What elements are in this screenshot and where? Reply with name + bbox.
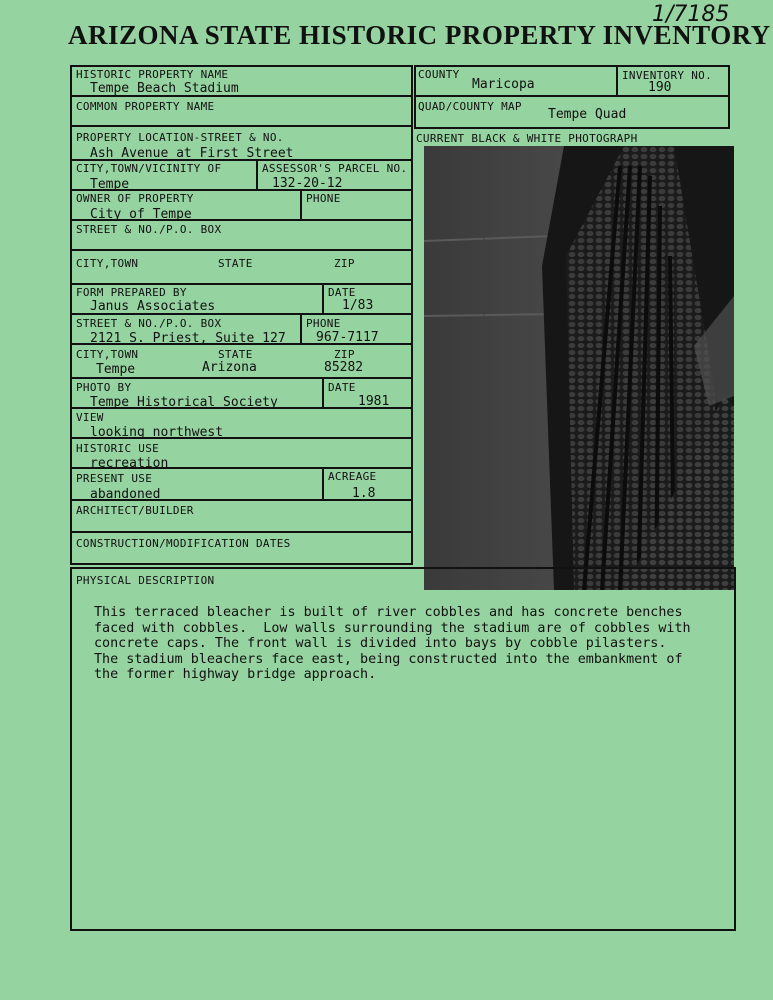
acreage-value: 1.8 [352, 486, 376, 501]
prepared-by-box [70, 283, 324, 315]
acreage-box [322, 467, 413, 501]
quad-label: QUAD/COUNTY MAP [418, 100, 522, 113]
owner-city-box [70, 249, 413, 285]
photo-date-value: 1981 [358, 394, 390, 409]
prep-phone-box [300, 313, 413, 345]
prepared-date-label: DATE [328, 286, 356, 299]
inventory-no-value: 190 [648, 80, 672, 95]
common-name-box [70, 95, 413, 127]
prep-city-label: CITY,TOWN [76, 348, 139, 361]
present-use-box [70, 467, 324, 501]
prepared-date-value: 1/83 [342, 298, 374, 313]
owner-phone-label: PHONE [306, 192, 341, 205]
prep-phone-label: PHONE [306, 317, 341, 330]
inventory-no-box [616, 65, 730, 97]
location-value: Ash Avenue at First Street [90, 146, 294, 161]
owner-phone-box [300, 189, 413, 221]
historic-name-value: Tempe Beach Stadium [90, 81, 239, 96]
stadium-photograph [424, 146, 734, 590]
quad-box [414, 95, 730, 129]
owner-city-label: CITY,TOWN [76, 257, 139, 270]
prep-city-box [70, 343, 413, 379]
prep-phone-value: 967-7117 [316, 330, 379, 345]
prep-street-box [70, 313, 302, 345]
photo-by-value: Tempe Historical Society [90, 395, 278, 410]
view-value: looking northwest [90, 425, 224, 440]
present-use-value: abandoned [90, 487, 161, 502]
photo-date-box [322, 377, 413, 409]
physical-description-text: This terraced bleacher is built of river cobbles and has concrete benches faced with cobbles. Low walls surrounding the stadium are of cobbles with concrete caps. The front wall is divided into bays by cobble pilasters. The stadium bleachers face east, being constructed into the embankment of the former highway bridge approach. [94, 605, 691, 682]
construction-label: CONSTRUCTION/MODIFICATION DATES [76, 537, 291, 550]
owner-state-label: STATE [218, 257, 253, 270]
owner-street-box [70, 219, 413, 251]
owner-label: OWNER OF PROPERTY [76, 192, 194, 205]
stadium-photo-image [424, 146, 734, 590]
prepared-by-label: FORM PREPARED BY [76, 286, 187, 299]
location-label: PROPERTY LOCATION-STREET & NO. [76, 131, 284, 144]
photo-date-label: DATE [328, 381, 356, 394]
historic-use-label: HISTORIC USE [76, 442, 160, 455]
prepared-date-box [322, 283, 413, 315]
photo-section-label: CURRENT BLACK & WHITE PHOTOGRAPH [416, 132, 638, 145]
architect-label: ARCHITECT/BUILDER [76, 504, 194, 517]
historic-use-box [70, 437, 413, 469]
owner-street-label: STREET & NO./P.O. BOX [76, 223, 222, 236]
prep-state-label: STATE [218, 348, 253, 361]
prep-street-value: 2121 S. Priest, Suite 127 [90, 331, 286, 346]
owner-zip-label: ZIP [334, 257, 355, 270]
view-label: VIEW [76, 411, 104, 424]
county-label: COUNTY [418, 68, 460, 81]
prep-state-value: Arizona [202, 360, 257, 375]
historic-name-box [70, 65, 413, 97]
construction-box [70, 531, 413, 565]
photo-by-box [70, 377, 324, 409]
owner-box [70, 189, 302, 221]
prep-zip-label: ZIP [334, 348, 355, 361]
inventory-no-label: INVENTORY NO. [622, 69, 712, 82]
owner-value: City of Tempe [90, 207, 192, 222]
photo-by-label: PHOTO BY [76, 381, 132, 394]
city-vicinity-box [70, 159, 258, 191]
prep-city-value: Tempe [96, 362, 136, 377]
county-value: Maricopa [472, 77, 535, 92]
prep-zip-value: 85282 [324, 360, 364, 375]
historic-use-value: recreation [90, 456, 169, 471]
parcel-box [256, 159, 413, 191]
city-vicinity-value: Tempe [90, 177, 130, 192]
city-vicinity-label: CITY,TOWN/VICINITY OF [76, 162, 222, 175]
historic-name-label: HISTORIC PROPERTY NAME [76, 68, 229, 81]
view-box [70, 407, 413, 439]
physical-description-label: PHYSICAL DESCRIPTION [76, 574, 215, 587]
present-use-label: PRESENT USE [76, 472, 153, 485]
prepared-by-value: Janus Associates [90, 299, 216, 314]
architect-box [70, 499, 413, 533]
location-box [70, 125, 413, 161]
acreage-label: ACREAGE [328, 470, 377, 483]
common-name-label: COMMON PROPERTY NAME [76, 100, 215, 113]
prep-street-label: STREET & NO./P.O. BOX [76, 317, 222, 330]
quad-value: Tempe Quad [548, 107, 627, 122]
parcel-value: 132-20-12 [272, 176, 343, 191]
parcel-label: ASSESSOR'S PARCEL NO. [262, 162, 408, 175]
county-box [414, 65, 618, 97]
form-title: ARIZONA STATE HISTORIC PROPERTY INVENTORY [68, 20, 771, 50]
handwritten-note: 1/7185 [652, 2, 730, 27]
